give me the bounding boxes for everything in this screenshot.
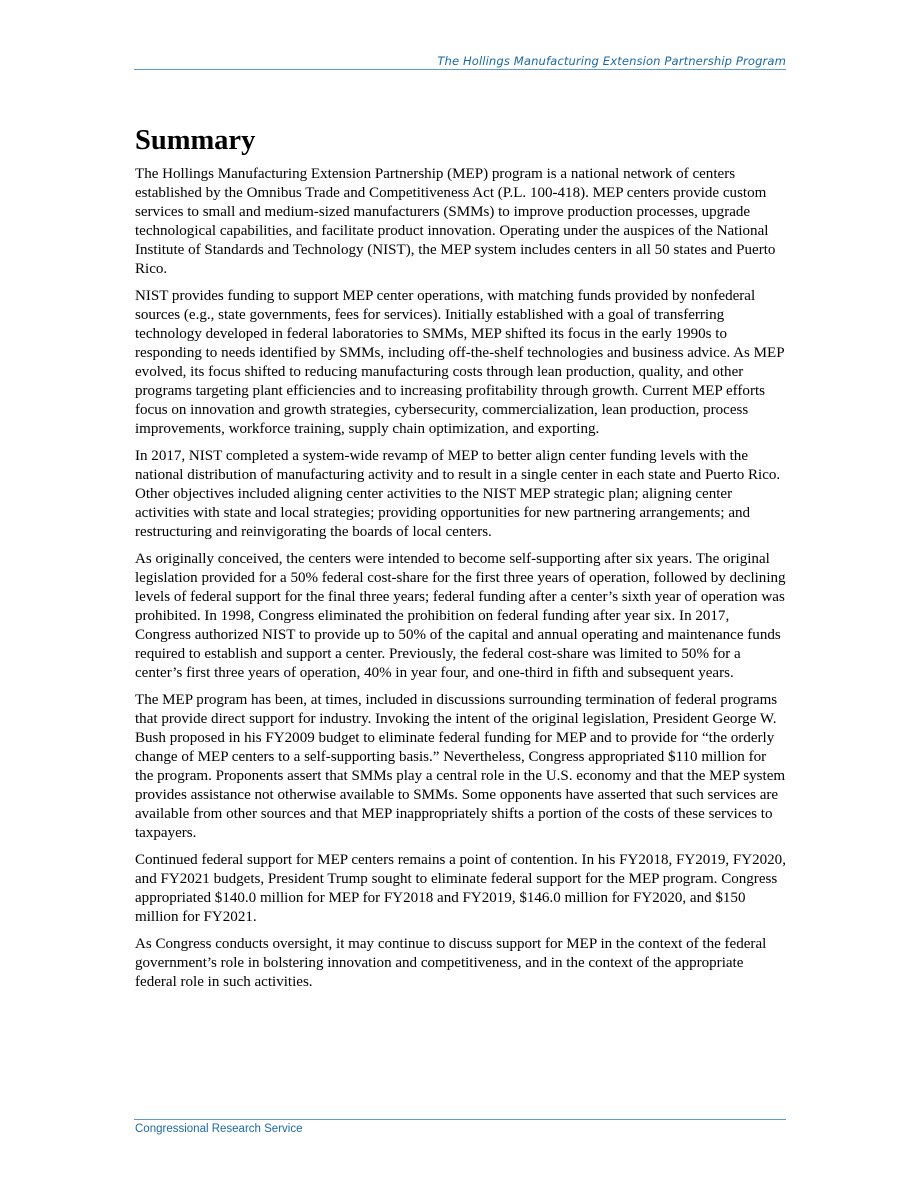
running-header-title: The Hollings Manufacturing Extension Partnership Program	[437, 54, 786, 68]
summary-paragraph-4: As originally conceived, the centers were intended to become self-supporting after six years. The original legislation provided for a 50% federal cost-share for the first three years of operation, followed by declining levels of federal support for the final three years; federal funding after a center’s sixth year of operation was prohibited. In 1998, Congress eliminated the prohibition on federal funding after year six. In 2017, Congress authorized NIST to provide up to 50% of the capital and annual operating and maintenance funds required to establish and support a center. Previously, the federal cost-share was limited to 50% for a center’s first three years of operation, 40% in year four, and one-third in fifth and subsequent years.	[135, 551, 786, 681]
document-body	[135, 124, 787, 1000]
header-divider	[134, 69, 786, 70]
summary-paragraph-5: The MEP program has been, at times, included in discussions surrounding termination of federal programs that provide direct support for industry. Invoking the intent of the original legislation, President George W. Bush proposed in his FY2009 budget to eliminate federal funding for MEP and to provide for “the orderly change of MEP centers to a self-supporting basis.” Nevertheless, Congress appropriated $110 million for the program. Proponents assert that SMMs play a central role in the U.S. economy and that the MEP system provides assistance not otherwise available to SMMs. Some opponents have asserted that such services are available from other sources and that MEP inappropriately shifts a portion of the costs of these services to taxpayers.	[135, 692, 786, 841]
summary-paragraph-7: As Congress conducts oversight, it may continue to discuss support for MEP in the context of the federal government’s role in bolstering innovation and competitiveness, and in the context of the appropriate federal role in such activities.	[135, 936, 767, 990]
summary-paragraph-2: NIST provides funding to support MEP center operations, with matching funds provided by nonfederal sources (e.g., state governments, fees for services). Initially established with a goal of transferring technology developed in federal laboratories to SMMs, MEP shifted its focus in the early 1990s to responding to needs identified by SMMs, including off-the-shelf technologies and business advice. As MEP evolved, its focus shifted to reducing manufacturing costs through lean production, quality, and other programs targeting plant efficiencies and to increasing profitability through growth. Current MEP efforts focus on innovation and growth strategies, cybersecurity, commercialization, lean production, process improvements, workforce training, supply chain optimization, and exporting.	[135, 288, 785, 437]
summary-paragraph-1: The Hollings Manufacturing Extension Partnership (MEP) program is a national network of centers established by the Omnibus Trade and Competitiveness Act (P.L. 100-418). MEP centers provide custom services to small and medium-sized manufacturers (SMMs) to improve production processes, upgrade technological capabilities, and facilitate product innovation. Operating under the auspices of the National Institute of Standards and Technology (NIST), the MEP system includes centers in all 50 states and Puerto Rico.	[135, 166, 776, 277]
footer-divider	[134, 1119, 786, 1120]
footer-publisher: Congressional Research Service	[135, 1123, 303, 1135]
summary-paragraph-6: Continued federal support for MEP centers remains a point of contention. In his FY2018, FY2019, FY2020, and FY2021 budgets, President Trump sought to eliminate federal support for the MEP program. Congress appropriated $140.0 million for MEP for FY2018 and FY2019, $146.0 million for FY2020, and $150 million for FY2021.	[135, 852, 786, 925]
page-title: Summary	[135, 125, 256, 156]
summary-paragraph-3: In 2017, NIST completed a system-wide revamp of MEP to better align center funding levels with the national distribution of manufacturing activity and to result in a single center in each state and Puerto Rico. Other objectives included aligning center activities to the NIST MEP strategic plan; aligning center activities with state and local strategies; providing opportunities for new partnering arrangements; and restructuring and reinvigorating the boards of local centers.	[135, 448, 781, 540]
